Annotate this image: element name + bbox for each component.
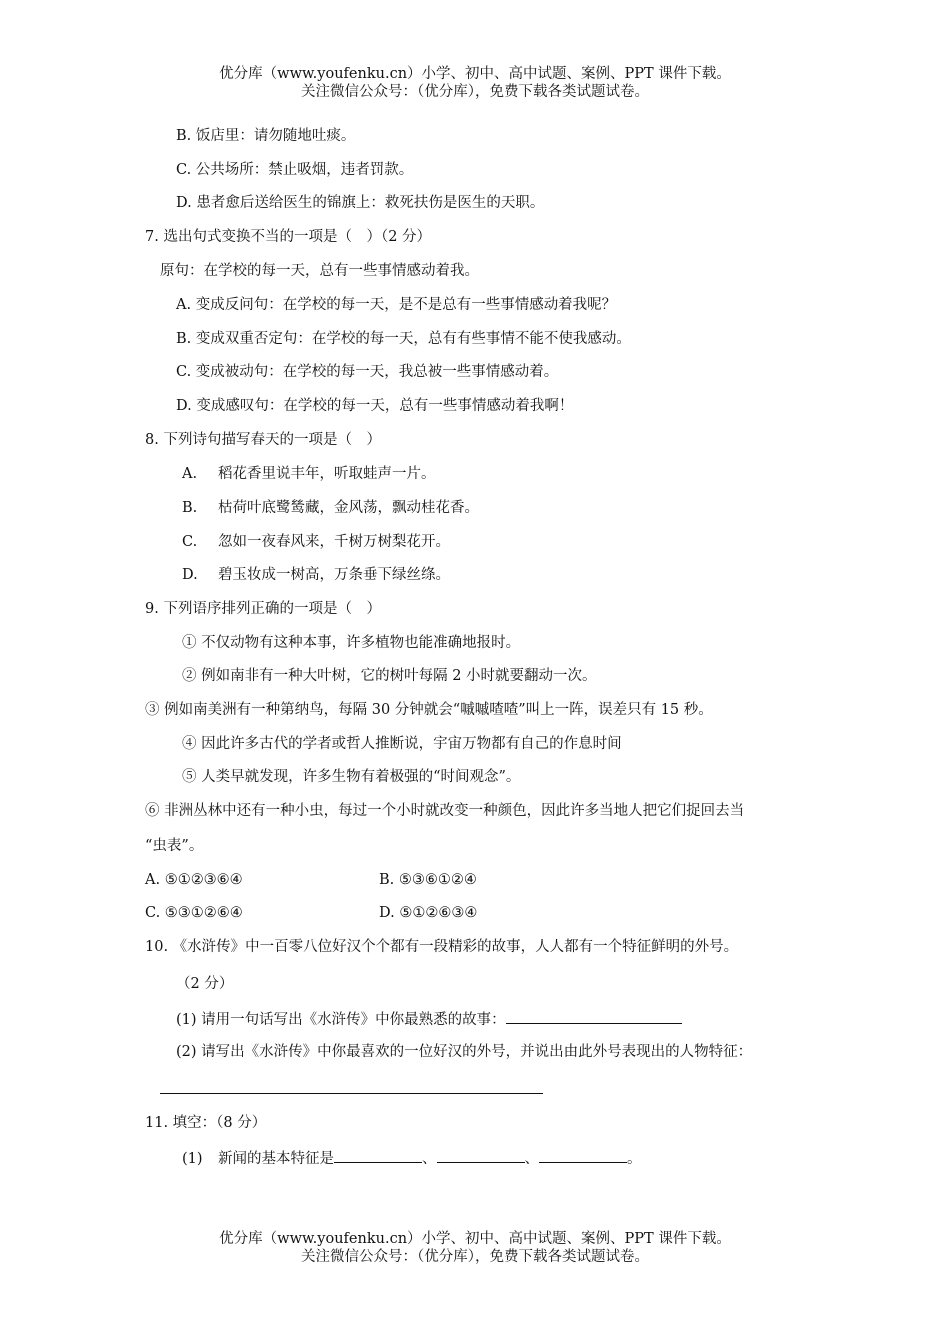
q7-option-a: A. 变成反问句：在学校的每一天，是不是总有一些事情感动着我呢？ bbox=[176, 297, 617, 313]
q9-option-a: A. ⑤①②③⑥④ bbox=[145, 872, 243, 888]
q9-option-d: D. ⑤①②⑥③④ bbox=[379, 905, 478, 921]
q8-option-letter: A. bbox=[182, 466, 198, 482]
q7-original: 原句：在学校的每一天，总有一些事情感动着我。 bbox=[160, 263, 479, 279]
q9-sentence-2: ② 例如南非有一种大叶树，它的树叶每隔 2 小时就要翻动一次。 bbox=[182, 668, 597, 684]
q8-option-text: 枯荷叶底鹭鸶藏，金风荡，飘动桂花香。 bbox=[218, 500, 479, 516]
page-footer-line2: 关注微信公众号：（优分库），免费下载各类试题试卷。 bbox=[301, 1249, 649, 1265]
q11-part-1-number: (1) bbox=[182, 1151, 203, 1167]
q10-score: （2 分） bbox=[176, 976, 234, 992]
q6-option-d: D. 患者愈后送给医生的锦旗上：救死扶伤是医生的天职。 bbox=[176, 195, 545, 211]
q9-stem: 9. 下列语序排列正确的一项是（ ） bbox=[145, 601, 381, 617]
q8-option-d bbox=[182, 566, 450, 584]
q8-option-c bbox=[182, 533, 450, 551]
q8-stem: 8. 下列诗句描写春天的一项是（ ） bbox=[145, 432, 381, 448]
q8-option-letter: C. bbox=[182, 534, 198, 550]
q6-option-c: C. 公共场所：禁止吸烟，违者罚款。 bbox=[176, 162, 414, 178]
q9-sentence-6: ⑥ 非洲丛林中还有一种小虫，每过一个小时就改变一种颜色，因此许多当地人把它们捉回去当 bbox=[145, 803, 745, 819]
q9-option-c: C. ⑤③①②⑥④ bbox=[145, 905, 243, 921]
answer-blank[interactable] bbox=[334, 1148, 422, 1163]
q10-part-1 bbox=[176, 1009, 682, 1029]
q8-option-a bbox=[182, 465, 436, 483]
answer-blank[interactable] bbox=[437, 1148, 525, 1163]
q10-part-1-text: (1) 请用一句话写出《水浒传》中你最熟悉的故事： bbox=[176, 1012, 506, 1028]
q8-option-text: 忽如一夜春风来，千树万树梨花开。 bbox=[218, 534, 450, 550]
answer-blank[interactable] bbox=[506, 1009, 682, 1024]
q7-stem: 7. 选出句式变换不当的一项是（ ）（2 分） bbox=[145, 229, 432, 245]
page-header-line1: 优分库（www.youfenku.cn）小学、初中、高中试题、案例、PPT 课件下载。 bbox=[219, 66, 731, 82]
q10-part-2: (2) 请写出《水浒传》中你最喜欢的一位好汉的外号，并说出由此外号表现出的人物特征： bbox=[176, 1044, 753, 1060]
q6-option-b: B. 饭店里：请勿随地吐痰。 bbox=[176, 128, 356, 144]
q8-option-letter: D. bbox=[182, 567, 198, 583]
q9-option-b: B. ⑤③⑥①②④ bbox=[379, 872, 477, 888]
page-header-line2: 关注微信公众号：（优分库），免费下载各类试题试卷。 bbox=[301, 84, 649, 100]
q8-option-text: 碧玉妆成一树高，万条垂下绿丝绦。 bbox=[218, 567, 450, 583]
q9-sentence-1: ① 不仅动物有这种本事，许多植物也能准确地报时。 bbox=[182, 635, 521, 651]
q9-sentence-4: ④ 因此许多古代的学者或哲人推断说，宇宙万物都有自己的作息时间 bbox=[182, 736, 622, 752]
q11-stem: 11. 填空：（8 分） bbox=[145, 1115, 267, 1131]
q10-stem: 10. 《水浒传》中一百零八位好汉个个都有一段精彩的故事，人人都有一个特征鲜明的外号。 bbox=[145, 939, 739, 955]
q8-option-b bbox=[182, 499, 479, 517]
separator: 、 bbox=[422, 1151, 437, 1167]
q11-part-1 bbox=[182, 1148, 642, 1168]
q11-part-1-text: 新闻的基本特征是 bbox=[218, 1151, 334, 1167]
q7-option-d: D. 变成感叹句：在学校的每一天，总有一些事情感动着我啊！ bbox=[176, 398, 574, 414]
end-punctuation: 。 bbox=[627, 1151, 642, 1167]
page-footer-line1: 优分库（www.youfenku.cn）小学、初中、高中试题、案例、PPT 课件下载。 bbox=[219, 1231, 731, 1247]
separator: 、 bbox=[524, 1151, 539, 1167]
q7-option-c: C. 变成被动句：在学校的每一天，我总被一些事情感动着。 bbox=[176, 364, 559, 380]
q7-option-b: B. 变成双重否定句：在学校的每一天，总有有些事情不能不使我感动。 bbox=[176, 331, 631, 347]
q9-sentence-6-continued: “虫表”。 bbox=[145, 838, 204, 854]
q8-option-text: 稻花香里说丰年，听取蛙声一片。 bbox=[218, 466, 436, 482]
answer-blank[interactable] bbox=[160, 1093, 543, 1094]
q8-option-letter: B. bbox=[182, 500, 198, 516]
q9-sentence-5: ⑤ 人类早就发现，许多生物有着极强的“时间观念”。 bbox=[182, 769, 521, 785]
answer-blank[interactable] bbox=[539, 1148, 627, 1163]
q9-sentence-3: ③ 例如南美洲有一种第纳鸟，每隔 30 分钟就会“嘁嘁喳喳”叫上一阵，误差只有 15 秒。 bbox=[145, 702, 713, 718]
